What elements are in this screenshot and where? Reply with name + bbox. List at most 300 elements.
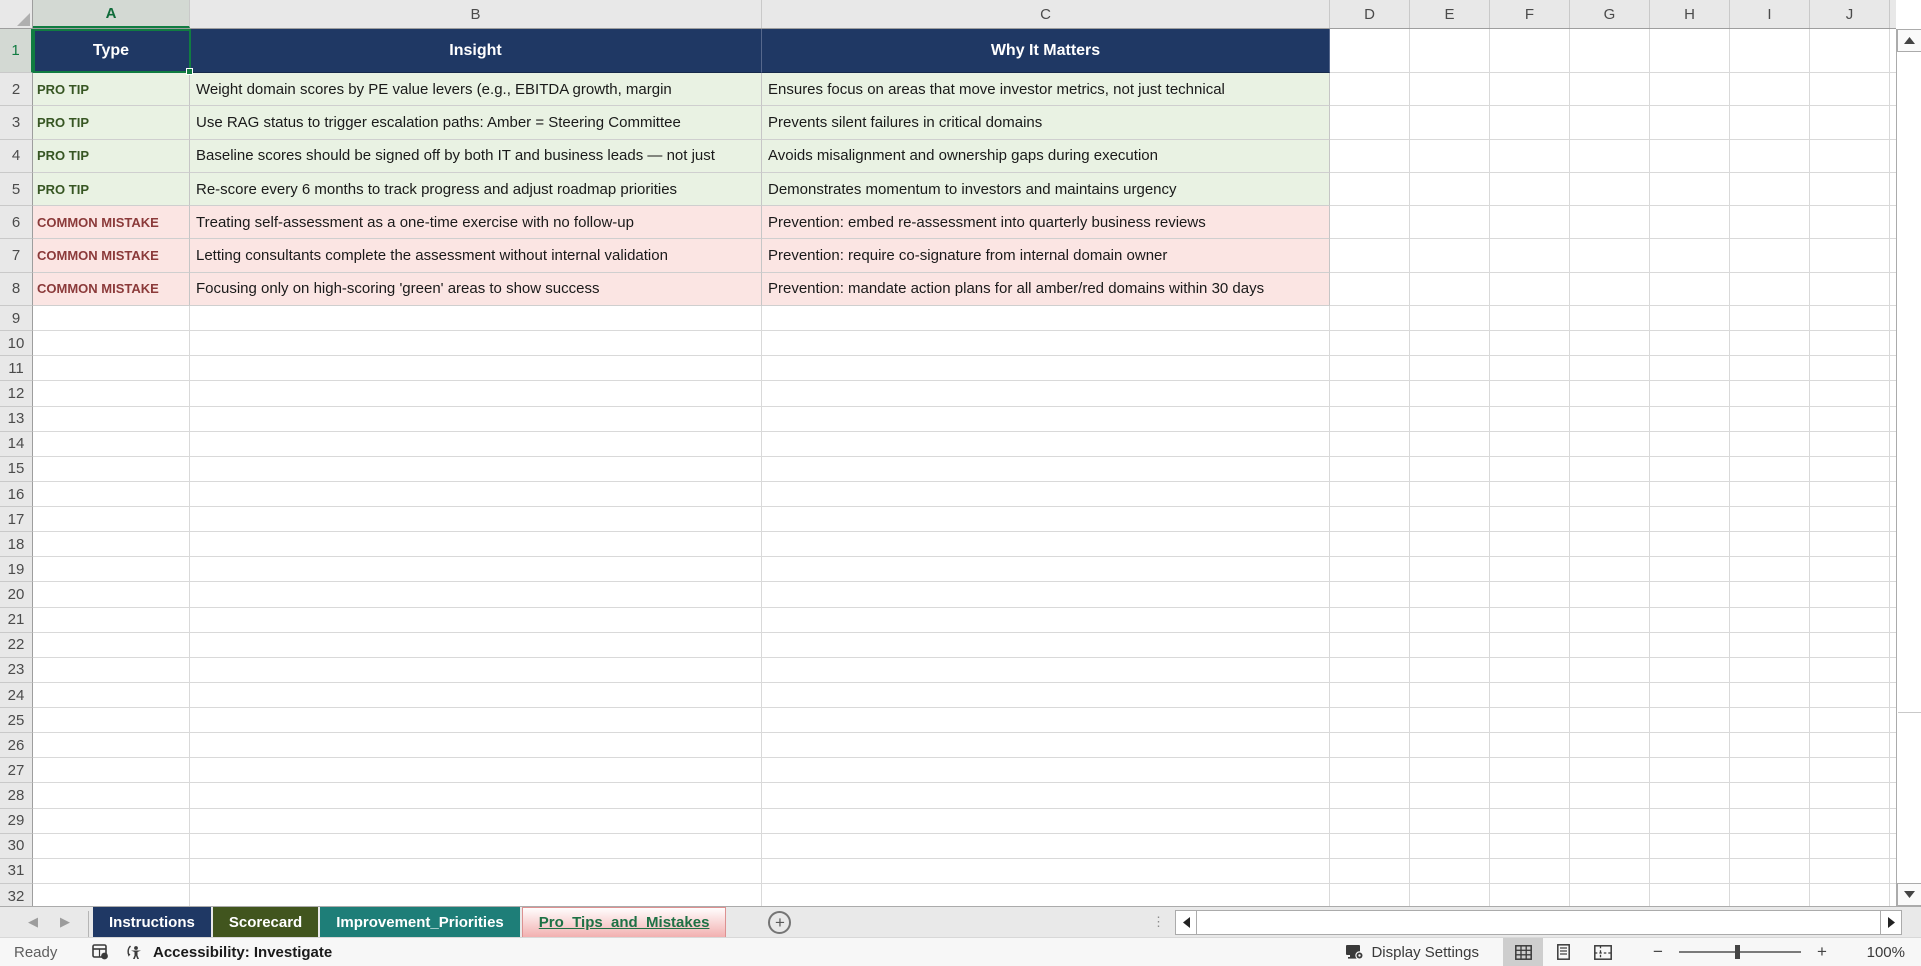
empty-cell-D22[interactable] <box>1330 633 1410 658</box>
empty-cell-D11[interactable] <box>1330 356 1410 381</box>
empty-cell-J8[interactable] <box>1810 273 1890 306</box>
empty-cell-F23[interactable] <box>1490 658 1570 683</box>
row-header-24[interactable]: 24 <box>0 683 33 708</box>
empty-cell-I12[interactable] <box>1730 381 1810 406</box>
row-header-4[interactable]: 4 <box>0 140 33 173</box>
empty-cell-A20[interactable] <box>33 582 190 607</box>
empty-cell-I20[interactable] <box>1730 582 1810 607</box>
empty-cell-C29[interactable] <box>762 809 1330 834</box>
empty-cell-I27[interactable] <box>1730 758 1810 783</box>
cell-why[interactable]: Prevents silent failures in critical domains <box>762 106 1330 139</box>
empty-cell-E6[interactable] <box>1410 206 1490 239</box>
row-header-17[interactable]: 17 <box>0 507 33 532</box>
empty-cell-J2[interactable] <box>1810 73 1890 106</box>
empty-cell-I21[interactable] <box>1730 608 1810 633</box>
empty-cell-J5[interactable] <box>1810 173 1890 206</box>
empty-cell-C27[interactable] <box>762 758 1330 783</box>
empty-cell-J3[interactable] <box>1810 106 1890 139</box>
empty-cell-G7[interactable] <box>1570 239 1650 272</box>
empty-cell-J17[interactable] <box>1810 507 1890 532</box>
empty-cell-B27[interactable] <box>190 758 762 783</box>
empty-cell-E14[interactable] <box>1410 432 1490 457</box>
empty-cell-H12[interactable] <box>1650 381 1730 406</box>
empty-cell-F3[interactable] <box>1490 106 1570 139</box>
cell-type[interactable]: COMMON MISTAKE <box>33 239 190 272</box>
empty-cell-E29[interactable] <box>1410 809 1490 834</box>
zoom-slider-handle[interactable] <box>1735 945 1740 959</box>
tabbar-resize-handle[interactable]: ⋮ <box>1152 914 1165 929</box>
empty-cell-H5[interactable] <box>1650 173 1730 206</box>
empty-cell-A25[interactable] <box>33 708 190 733</box>
empty-cell-D14[interactable] <box>1330 432 1410 457</box>
empty-cell-B14[interactable] <box>190 432 762 457</box>
cell-type[interactable]: PRO TIP <box>33 173 190 206</box>
empty-cell-D20[interactable] <box>1330 582 1410 607</box>
sheet-tab-improvement_priorities[interactable]: Improvement_Priorities <box>320 907 520 937</box>
row-header-30[interactable]: 30 <box>0 834 33 859</box>
empty-cell-E28[interactable] <box>1410 783 1490 808</box>
empty-cell-F9[interactable] <box>1490 306 1570 331</box>
empty-cell-F10[interactable] <box>1490 331 1570 356</box>
empty-cell-B19[interactable] <box>190 557 762 582</box>
empty-cell-F30[interactable] <box>1490 834 1570 859</box>
empty-cell-D5[interactable] <box>1330 173 1410 206</box>
empty-cell-G6[interactable] <box>1570 206 1650 239</box>
empty-cell-E16[interactable] <box>1410 482 1490 507</box>
empty-cell-E5[interactable] <box>1410 173 1490 206</box>
empty-cell-J26[interactable] <box>1810 733 1890 758</box>
empty-cell-B9[interactable] <box>190 306 762 331</box>
empty-cell-E19[interactable] <box>1410 557 1490 582</box>
empty-cell-G2[interactable] <box>1570 73 1650 106</box>
empty-cell-A9[interactable] <box>33 306 190 331</box>
empty-cell-C9[interactable] <box>762 306 1330 331</box>
column-header-J[interactable]: J <box>1810 0 1890 28</box>
empty-cell-E3[interactable] <box>1410 106 1490 139</box>
empty-cell-D21[interactable] <box>1330 608 1410 633</box>
empty-cell-D8[interactable] <box>1330 273 1410 306</box>
empty-cell-A11[interactable] <box>33 356 190 381</box>
cell-why[interactable]: Demonstrates momentum to investors and maintains urgency <box>762 173 1330 206</box>
empty-cell-A12[interactable] <box>33 381 190 406</box>
empty-cell-C21[interactable] <box>762 608 1330 633</box>
empty-cell-J16[interactable] <box>1810 482 1890 507</box>
empty-cell-J18[interactable] <box>1810 532 1890 557</box>
empty-cell-E11[interactable] <box>1410 356 1490 381</box>
empty-cell-I30[interactable] <box>1730 834 1810 859</box>
empty-cell-E1[interactable] <box>1410 29 1490 73</box>
empty-cell-E21[interactable] <box>1410 608 1490 633</box>
empty-cell-C18[interactable] <box>762 532 1330 557</box>
empty-cell-J28[interactable] <box>1810 783 1890 808</box>
cell-why[interactable]: Prevention: require co-signature from internal domain owner <box>762 239 1330 272</box>
empty-cell-G5[interactable] <box>1570 173 1650 206</box>
empty-cell-D2[interactable] <box>1330 73 1410 106</box>
empty-cell-G15[interactable] <box>1570 457 1650 482</box>
empty-cell-H23[interactable] <box>1650 658 1730 683</box>
empty-cell-J11[interactable] <box>1810 356 1890 381</box>
empty-cell-F4[interactable] <box>1490 140 1570 173</box>
select-all-corner[interactable] <box>0 0 33 28</box>
empty-cell-A14[interactable] <box>33 432 190 457</box>
empty-cell-A28[interactable] <box>33 783 190 808</box>
empty-cell-D1[interactable] <box>1330 29 1410 73</box>
empty-cell-B31[interactable] <box>190 859 762 884</box>
empty-cell-I17[interactable] <box>1730 507 1810 532</box>
empty-cell-E30[interactable] <box>1410 834 1490 859</box>
empty-cell-I13[interactable] <box>1730 407 1810 432</box>
column-header-F[interactable]: F <box>1490 0 1570 28</box>
empty-cell-J1[interactable] <box>1810 29 1890 73</box>
normal-view-button[interactable] <box>1503 938 1543 966</box>
empty-cell-D16[interactable] <box>1330 482 1410 507</box>
empty-cell-G9[interactable] <box>1570 306 1650 331</box>
empty-cell-G16[interactable] <box>1570 482 1650 507</box>
row-header-28[interactable]: 28 <box>0 783 33 808</box>
empty-cell-A18[interactable] <box>33 532 190 557</box>
empty-cell-E2[interactable] <box>1410 73 1490 106</box>
empty-cell-E10[interactable] <box>1410 331 1490 356</box>
row-header-11[interactable]: 11 <box>0 356 33 381</box>
empty-cell-J15[interactable] <box>1810 457 1890 482</box>
empty-cell-F12[interactable] <box>1490 381 1570 406</box>
empty-cell-B20[interactable] <box>190 582 762 607</box>
empty-cell-B11[interactable] <box>190 356 762 381</box>
empty-cell-H30[interactable] <box>1650 834 1730 859</box>
empty-cell-B16[interactable] <box>190 482 762 507</box>
row-header-5[interactable]: 5 <box>0 173 33 206</box>
empty-cell-A23[interactable] <box>33 658 190 683</box>
empty-cell-H18[interactable] <box>1650 532 1730 557</box>
empty-cell-D24[interactable] <box>1330 683 1410 708</box>
empty-cell-J25[interactable] <box>1810 708 1890 733</box>
empty-cell-F27[interactable] <box>1490 758 1570 783</box>
empty-cell-E31[interactable] <box>1410 859 1490 884</box>
row-header-19[interactable]: 19 <box>0 557 33 582</box>
empty-cell-J4[interactable] <box>1810 140 1890 173</box>
cell-type[interactable]: COMMON MISTAKE <box>33 273 190 306</box>
empty-cell-I15[interactable] <box>1730 457 1810 482</box>
empty-cell-C14[interactable] <box>762 432 1330 457</box>
empty-cell-I3[interactable] <box>1730 106 1810 139</box>
empty-cell-F22[interactable] <box>1490 633 1570 658</box>
empty-cell-J6[interactable] <box>1810 206 1890 239</box>
empty-cell-I16[interactable] <box>1730 482 1810 507</box>
empty-cell-J12[interactable] <box>1810 381 1890 406</box>
empty-cell-H11[interactable] <box>1650 356 1730 381</box>
empty-cell-G1[interactable] <box>1570 29 1650 73</box>
empty-cell-J20[interactable] <box>1810 582 1890 607</box>
empty-cell-D31[interactable] <box>1330 859 1410 884</box>
empty-cell-E17[interactable] <box>1410 507 1490 532</box>
empty-cell-E18[interactable] <box>1410 532 1490 557</box>
cell-why[interactable]: Ensures focus on areas that move investor metrics, not just technical <box>762 73 1330 106</box>
empty-cell-G22[interactable] <box>1570 633 1650 658</box>
empty-cell-A22[interactable] <box>33 633 190 658</box>
empty-cell-F7[interactable] <box>1490 239 1570 272</box>
row-header-3[interactable]: 3 <box>0 106 33 139</box>
page-layout-view-button[interactable] <box>1543 938 1583 966</box>
cell-why[interactable]: Avoids misalignment and ownership gaps during execution <box>762 140 1330 173</box>
empty-cell-G17[interactable] <box>1570 507 1650 532</box>
accessibility-icon[interactable] <box>127 944 146 961</box>
empty-cell-A29[interactable] <box>33 809 190 834</box>
empty-cell-I19[interactable] <box>1730 557 1810 582</box>
row-header-27[interactable]: 27 <box>0 758 33 783</box>
sheet-tab-instructions[interactable]: Instructions <box>93 907 211 937</box>
empty-cell-G4[interactable] <box>1570 140 1650 173</box>
empty-cell-J31[interactable] <box>1810 859 1890 884</box>
cell-insight[interactable]: Re-score every 6 months to track progress and adjust roadmap priorities <box>190 173 762 206</box>
empty-cell-C12[interactable] <box>762 381 1330 406</box>
row-header-32[interactable]: 32 <box>0 884 33 909</box>
empty-cell-G3[interactable] <box>1570 106 1650 139</box>
empty-cell-G26[interactable] <box>1570 733 1650 758</box>
empty-cell-F15[interactable] <box>1490 457 1570 482</box>
empty-cell-A15[interactable] <box>33 457 190 482</box>
empty-cell-E25[interactable] <box>1410 708 1490 733</box>
empty-cell-B26[interactable] <box>190 733 762 758</box>
empty-cell-I18[interactable] <box>1730 532 1810 557</box>
page-break-view-button[interactable] <box>1583 938 1623 966</box>
empty-cell-J21[interactable] <box>1810 608 1890 633</box>
cell-insight[interactable]: Use RAG status to trigger escalation paths: Amber = Steering Committee <box>190 106 762 139</box>
next-sheet-button[interactable]: ▶ <box>60 914 70 929</box>
column-header-D[interactable]: D <box>1330 0 1410 28</box>
column-header-sliver[interactable] <box>1890 0 1896 28</box>
row-header-25[interactable]: 25 <box>0 708 33 733</box>
empty-cell-H29[interactable] <box>1650 809 1730 834</box>
row-header-22[interactable]: 22 <box>0 633 33 658</box>
zoom-slider[interactable] <box>1679 951 1801 953</box>
empty-cell-D4[interactable] <box>1330 140 1410 173</box>
empty-cell-D28[interactable] <box>1330 783 1410 808</box>
empty-cell-G25[interactable] <box>1570 708 1650 733</box>
row-header-13[interactable]: 13 <box>0 407 33 432</box>
empty-cell-H20[interactable] <box>1650 582 1730 607</box>
empty-cell-J30[interactable] <box>1810 834 1890 859</box>
empty-cell-F14[interactable] <box>1490 432 1570 457</box>
row-header-29[interactable]: 29 <box>0 809 33 834</box>
empty-cell-H7[interactable] <box>1650 239 1730 272</box>
empty-cell-C10[interactable] <box>762 331 1330 356</box>
empty-cell-J10[interactable] <box>1810 331 1890 356</box>
scroll-down-button[interactable] <box>1897 883 1921 906</box>
empty-cell-H15[interactable] <box>1650 457 1730 482</box>
empty-cell-D13[interactable] <box>1330 407 1410 432</box>
empty-cell-H27[interactable] <box>1650 758 1730 783</box>
empty-cell-D26[interactable] <box>1330 733 1410 758</box>
empty-cell-C28[interactable] <box>762 783 1330 808</box>
empty-cell-G18[interactable] <box>1570 532 1650 557</box>
empty-cell-F13[interactable] <box>1490 407 1570 432</box>
row-header-20[interactable]: 20 <box>0 582 33 607</box>
empty-cell-D17[interactable] <box>1330 507 1410 532</box>
new-sheet-button[interactable]: + <box>768 911 791 934</box>
empty-cell-C13[interactable] <box>762 407 1330 432</box>
empty-cell-J23[interactable] <box>1810 658 1890 683</box>
empty-cell-H1[interactable] <box>1650 29 1730 73</box>
empty-cell-J13[interactable] <box>1810 407 1890 432</box>
empty-cell-D27[interactable] <box>1330 758 1410 783</box>
empty-cell-A16[interactable] <box>33 482 190 507</box>
empty-cell-E15[interactable] <box>1410 457 1490 482</box>
empty-cell-B15[interactable] <box>190 457 762 482</box>
row-header-26[interactable]: 26 <box>0 733 33 758</box>
empty-cell-F21[interactable] <box>1490 608 1570 633</box>
zoom-in-button[interactable]: + <box>1817 942 1827 961</box>
empty-cell-F11[interactable] <box>1490 356 1570 381</box>
empty-cell-H8[interactable] <box>1650 273 1730 306</box>
empty-cell-C15[interactable] <box>762 457 1330 482</box>
row-header-7[interactable]: 7 <box>0 239 33 272</box>
empty-cell-I5[interactable] <box>1730 173 1810 206</box>
empty-cell-H4[interactable] <box>1650 140 1730 173</box>
horizontal-scrollbar[interactable] <box>1197 910 1880 935</box>
empty-cell-F24[interactable] <box>1490 683 1570 708</box>
cell-insight[interactable]: Focusing only on high-scoring 'green' areas to show success <box>190 273 762 306</box>
empty-cell-A30[interactable] <box>33 834 190 859</box>
empty-cell-D10[interactable] <box>1330 331 1410 356</box>
cell-type[interactable]: PRO TIP <box>33 73 190 106</box>
empty-cell-G30[interactable] <box>1570 834 1650 859</box>
scroll-left-button[interactable] <box>1175 910 1197 935</box>
empty-cell-C30[interactable] <box>762 834 1330 859</box>
empty-cell-J29[interactable] <box>1810 809 1890 834</box>
empty-cell-I28[interactable] <box>1730 783 1810 808</box>
empty-cell-G24[interactable] <box>1570 683 1650 708</box>
empty-cell-C24[interactable] <box>762 683 1330 708</box>
empty-cell-B12[interactable] <box>190 381 762 406</box>
empty-cell-D6[interactable] <box>1330 206 1410 239</box>
zoom-out-button[interactable]: − <box>1653 942 1663 961</box>
empty-cell-D9[interactable] <box>1330 306 1410 331</box>
empty-cell-I23[interactable] <box>1730 658 1810 683</box>
empty-cell-F29[interactable] <box>1490 809 1570 834</box>
empty-cell-A19[interactable] <box>33 557 190 582</box>
zoom-level[interactable]: 100% <box>1866 943 1905 961</box>
empty-cell-B29[interactable] <box>190 809 762 834</box>
cell-type[interactable]: PRO TIP <box>33 106 190 139</box>
column-header-B[interactable]: B <box>190 0 762 28</box>
empty-cell-G31[interactable] <box>1570 859 1650 884</box>
empty-cell-C25[interactable] <box>762 708 1330 733</box>
empty-cell-F26[interactable] <box>1490 733 1570 758</box>
cell-insight[interactable]: Baseline scores should be signed off by both IT and business leads — not just <box>190 140 762 173</box>
empty-cell-I22[interactable] <box>1730 633 1810 658</box>
header-cell-insight[interactable]: Insight <box>190 29 762 73</box>
empty-cell-F16[interactable] <box>1490 482 1570 507</box>
empty-cell-G11[interactable] <box>1570 356 1650 381</box>
empty-cell-B25[interactable] <box>190 708 762 733</box>
empty-cell-I25[interactable] <box>1730 708 1810 733</box>
row-header-2[interactable]: 2 <box>0 73 33 106</box>
empty-cell-G13[interactable] <box>1570 407 1650 432</box>
empty-cell-E9[interactable] <box>1410 306 1490 331</box>
empty-cell-J7[interactable] <box>1810 239 1890 272</box>
scroll-right-button[interactable] <box>1880 910 1902 935</box>
empty-cell-E23[interactable] <box>1410 658 1490 683</box>
scroll-up-button[interactable] <box>1897 29 1921 52</box>
empty-cell-A17[interactable] <box>33 507 190 532</box>
display-settings-button[interactable] <box>1345 944 1479 961</box>
row-header-8[interactable]: 8 <box>0 273 33 306</box>
empty-cell-C23[interactable] <box>762 658 1330 683</box>
row-header-21[interactable]: 21 <box>0 608 33 633</box>
empty-cell-C16[interactable] <box>762 482 1330 507</box>
empty-cell-C19[interactable] <box>762 557 1330 582</box>
row-header-31[interactable]: 31 <box>0 859 33 884</box>
header-cell-type[interactable]: Type <box>33 29 190 73</box>
empty-cell-D12[interactable] <box>1330 381 1410 406</box>
empty-cell-B13[interactable] <box>190 407 762 432</box>
empty-cell-D29[interactable] <box>1330 809 1410 834</box>
column-header-H[interactable]: H <box>1650 0 1730 28</box>
empty-cell-G19[interactable] <box>1570 557 1650 582</box>
empty-cell-H16[interactable] <box>1650 482 1730 507</box>
empty-cell-F6[interactable] <box>1490 206 1570 239</box>
empty-cell-H28[interactable] <box>1650 783 1730 808</box>
empty-cell-B30[interactable] <box>190 834 762 859</box>
empty-cell-H10[interactable] <box>1650 331 1730 356</box>
empty-cell-F28[interactable] <box>1490 783 1570 808</box>
empty-cell-J14[interactable] <box>1810 432 1890 457</box>
empty-cell-F25[interactable] <box>1490 708 1570 733</box>
empty-cell-E12[interactable] <box>1410 381 1490 406</box>
empty-cell-A27[interactable] <box>33 758 190 783</box>
sheet-tab-scorecard[interactable]: Scorecard <box>213 907 318 937</box>
empty-cell-I8[interactable] <box>1730 273 1810 306</box>
empty-cell-A31[interactable] <box>33 859 190 884</box>
column-header-I[interactable]: I <box>1730 0 1810 28</box>
empty-cell-F18[interactable] <box>1490 532 1570 557</box>
empty-cell-A21[interactable] <box>33 608 190 633</box>
cell-why[interactable]: Prevention: mandate action plans for all amber/red domains within 30 days <box>762 273 1330 306</box>
cell-type[interactable]: PRO TIP <box>33 140 190 173</box>
empty-cell-D19[interactable] <box>1330 557 1410 582</box>
empty-cell-F31[interactable] <box>1490 859 1570 884</box>
empty-cell-E26[interactable] <box>1410 733 1490 758</box>
empty-cell-E22[interactable] <box>1410 633 1490 658</box>
empty-cell-C20[interactable] <box>762 582 1330 607</box>
cell-insight[interactable]: Weight domain scores by PE value levers (e.g., EBITDA growth, margin <box>190 73 762 106</box>
empty-cell-G14[interactable] <box>1570 432 1650 457</box>
empty-cell-C22[interactable] <box>762 633 1330 658</box>
empty-cell-E7[interactable] <box>1410 239 1490 272</box>
row-header-9[interactable]: 9 <box>0 306 33 331</box>
empty-cell-D30[interactable] <box>1330 834 1410 859</box>
empty-cell-C11[interactable] <box>762 356 1330 381</box>
row-header-23[interactable]: 23 <box>0 658 33 683</box>
empty-cell-H31[interactable] <box>1650 859 1730 884</box>
vertical-scroll-thumb[interactable] <box>1898 53 1921 713</box>
row-header-14[interactable]: 14 <box>0 432 33 457</box>
empty-cell-H21[interactable] <box>1650 608 1730 633</box>
row-header-10[interactable]: 10 <box>0 331 33 356</box>
row-header-12[interactable]: 12 <box>0 381 33 406</box>
empty-cell-H25[interactable] <box>1650 708 1730 733</box>
empty-cell-H2[interactable] <box>1650 73 1730 106</box>
empty-cell-E13[interactable] <box>1410 407 1490 432</box>
empty-cell-A13[interactable] <box>33 407 190 432</box>
empty-cell-J27[interactable] <box>1810 758 1890 783</box>
empty-cell-I1[interactable] <box>1730 29 1810 73</box>
empty-cell-C31[interactable] <box>762 859 1330 884</box>
empty-cell-E20[interactable] <box>1410 582 1490 607</box>
empty-cell-H14[interactable] <box>1650 432 1730 457</box>
empty-cell-G28[interactable] <box>1570 783 1650 808</box>
empty-cell-B18[interactable] <box>190 532 762 557</box>
